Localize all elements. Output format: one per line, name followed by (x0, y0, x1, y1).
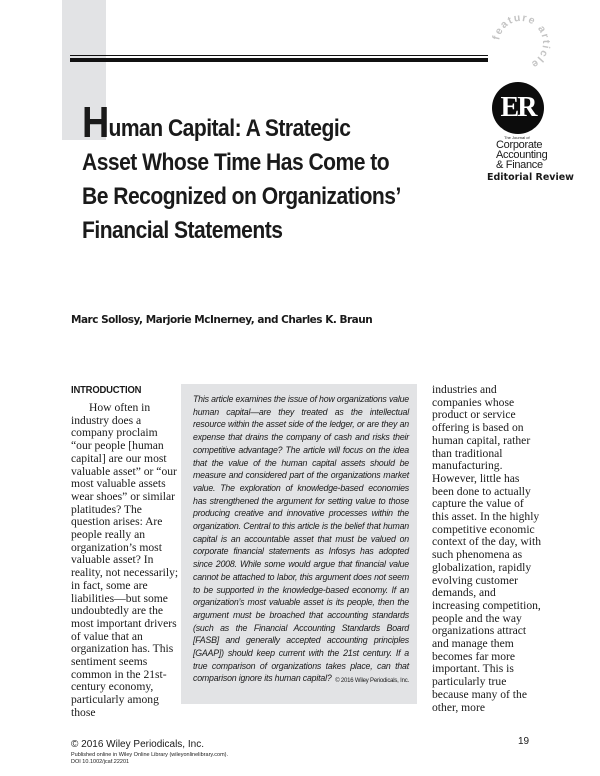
feature-article-badge-icon (488, 10, 554, 76)
title-line-4: Financial Statements (82, 217, 283, 244)
svg-text:feature article (490, 12, 552, 71)
rule-thin-line (70, 55, 488, 56)
editorial-review-label: Editorial Review (487, 172, 574, 183)
header-double-rule (70, 55, 488, 63)
intro-paragraph-col3: industries and companies whose product or service offering is based on human capital, rather than traditional manufacturing. However, little has been done to actually capture the value of this asset. In the highly competitive economic context of the day, with such phenomena as globalization, rapidly evolving customer demands, and increasing competition, people and the way organizations attract and manage them becomes far more important. This is particularly true because many of the other, more (432, 383, 542, 714)
journal-line-2: Accounting (496, 149, 548, 161)
footer-doi: DOI 10.1002/jcaf.22201 (71, 759, 130, 765)
title-line-2: Asset Whose Time Has Come to (82, 149, 390, 176)
body-column-1 (71, 384, 179, 720)
title-dropcap: H (82, 98, 109, 147)
section-heading-introduction: INTRODUCTION (71, 384, 142, 396)
feature-badge-text: feature article (490, 11, 553, 72)
abstract-body: This article examines the issue of how organizations value human capital—are they treated as the intellectual resource within the asset side of the ledger, or are they an expense that drains the company of cash and risks their competitive advantage? The article will focus on the idea that the value of the human capital assets should be measure and considered part of the organizations market value. The exploration of knowledge-based economies has strengthened the argument for setting value to those producing creative and innovative processes within the organization. Central to this article is the belief that human capital is an accountable asset that must be valued on corporate financial statements as Infosys has adopted since 2008. While some would argue that financial value cannot be attached to labor, this argument does not seem to be supported in the knowledge-based economy. If an organization’s most valuable asset is its people, then the argument must be broached that accounting standards (such as the Financial Accounting Standards Board [FASB] and generally accepted accounting principles [GAAP]) should keep current with the 21st century. If a true comparison of organizations takes place, can that comparison ignore its human capital? (193, 394, 409, 684)
title-line-1: uman Capital: A Strategic (108, 115, 351, 142)
title-line-3: Be Recognized on Organizations’ (82, 183, 401, 210)
logo-initials: ER (500, 92, 536, 123)
article-title (82, 98, 486, 248)
journal-logo (488, 82, 578, 183)
abstract-copyright: © 2016 Wiley Periodicals, Inc. (335, 678, 409, 685)
journal-prefix: The Journal of (504, 135, 530, 140)
intro-paragraph-col1: How often in industry does a company proclaim “our people [human capital] are our most valuable asset” or “our most valuable assets wear shoes” or similar platitudes? The question arises: Are people really an organization’s most valuable asset? In reality, not necessarily; in fact, some are liabilities—but some undoubtedly are the most important drivers of value that an organization has. This sentiment seems common in the 21st-century economy, particularly among those (71, 401, 179, 719)
journal-line-1: Corporate (496, 139, 543, 151)
rule-thick-line (70, 58, 488, 62)
journal-name (496, 136, 578, 170)
er-logo-circle (492, 82, 544, 134)
journal-line-3: & Finance (496, 159, 543, 171)
footer-published-online: Published online in Wiley Online Library (wileyonlinelibrary.com). (71, 752, 229, 758)
abstract-text (193, 393, 409, 685)
footer-copyright: © 2016 Wiley Periodicals, Inc. (71, 739, 204, 750)
page-number: 19 (518, 736, 530, 747)
abstract-box (181, 384, 417, 704)
body-column-3 (432, 384, 542, 714)
footer-publication-info (71, 752, 228, 766)
article-authors: Marc Sollosy, Marjorie McInerney, and Charles K. Braun (71, 314, 373, 326)
